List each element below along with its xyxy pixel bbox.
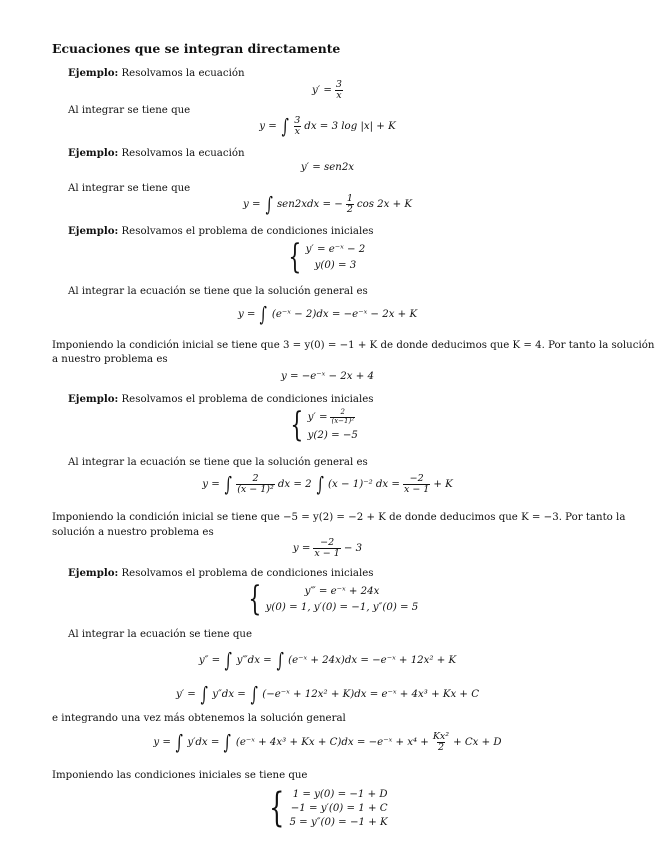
frac-den: x <box>294 125 300 137</box>
frac-num: 2 <box>252 473 259 484</box>
example-3-condition-line-1: Imponiendo la condición inicial se tiene que 3 = y(0) = −1 + K de donde deducimos que K = 4. Por tanto la solución <box>52 340 655 351</box>
example-2-intro <box>68 148 245 159</box>
example-label: Ejemplo: <box>68 225 119 237</box>
eq-lhs: y″ = <box>198 654 221 666</box>
integral-sign: ∫ <box>175 730 183 755</box>
frac-num: −2 <box>409 473 424 484</box>
example-3-condition-line-2: a nuestro problema es <box>52 354 168 365</box>
system-line-2: y(0) = 1, y′(0) = −1, y″(0) = 5 <box>265 601 419 613</box>
eq-mid: y‴dx = <box>236 654 272 666</box>
frac-den: x <box>336 89 342 101</box>
condition-line-3: 5 = y″(0) = −1 + K <box>289 816 388 828</box>
int-rhs: dx = 3 log |x| + K <box>304 120 396 132</box>
int-lhs: y = <box>237 308 256 320</box>
eq-rhs: (e⁻ˣ + 4x³ + Kx + C)dx = −e⁻ˣ + x⁴ + <box>235 736 429 748</box>
example-4-integral <box>0 474 655 495</box>
system-line-1: y′ = e⁻ˣ − 2 <box>305 243 366 255</box>
example-2-integral <box>0 194 655 215</box>
example-4-solution <box>0 538 655 559</box>
example-1-equation <box>0 80 655 101</box>
int-mid: dx = 2 <box>277 478 312 490</box>
example-4-condition-line-1: Imponiendo la condición inicial se tiene que −5 = y(2) = −2 + K de donde deducimos que K = −3. Por tanto la <box>52 512 626 523</box>
example-5-system <box>244 579 419 619</box>
example-5-equation-3 <box>0 732 655 753</box>
eq-mid: y″dx = <box>212 688 246 700</box>
example-4-text: Resolvamos el problema de condiciones iniciales <box>121 394 374 405</box>
example-label: Ejemplo: <box>68 393 119 405</box>
eq-lhs: y = <box>153 736 171 748</box>
frac-num: 2 <box>340 408 345 417</box>
example-3-intro <box>68 226 374 237</box>
integral-sign: ∫ <box>276 648 284 672</box>
section-title: Ecuaciones que se integran directamente <box>52 41 341 56</box>
condition-line-1: 1 = y(0) = −1 + D <box>292 788 388 800</box>
int-rhs: cos 2x + K <box>356 198 413 210</box>
eq-mid: y′dx = <box>187 736 220 748</box>
example-5-impose-text: Imponiendo las condiciones iniciales se tiene que <box>52 770 308 781</box>
int-mid: sen2xdx = − <box>276 198 343 210</box>
int-lhs: y = <box>242 198 261 210</box>
eq-lhs: y′ = <box>175 688 196 700</box>
frac-den: 2 <box>346 203 353 215</box>
frac-num: 3 <box>294 115 301 126</box>
frac-num: Kx² <box>432 731 450 742</box>
example-label: Ejemplo: <box>68 67 119 79</box>
system-line-2: y(2) = −5 <box>307 429 358 441</box>
integral-sign: ∫ <box>316 472 324 497</box>
eq-lhs: y′ = <box>312 84 332 96</box>
system-line-1: y‴ = e⁻ˣ + 24x <box>304 585 380 597</box>
eq-rhs: (e⁻ˣ + 24x)dx = −e⁻ˣ + 12x² + K <box>288 654 457 666</box>
example-5-conditions-system <box>264 785 388 831</box>
left-brace: { <box>290 405 304 445</box>
example-5-integrate-text: Al integrar la ecuación se tiene que <box>68 629 253 640</box>
frac-den: (x−1)² <box>331 416 355 425</box>
example-4-condition-line-2: solución a nuestro problema es <box>52 527 214 538</box>
integral-sign: ∫ <box>250 682 258 706</box>
sys-lhs: y′ = <box>307 411 328 423</box>
example-label: Ejemplo: <box>68 147 119 159</box>
condition-line-2: −1 = y′(0) = 1 + C <box>290 802 388 814</box>
frac-den: x − 1 <box>314 547 340 559</box>
eq-end: + Cx + D <box>453 736 502 748</box>
integral-sign: ∫ <box>200 682 208 706</box>
example-5-equation-2 <box>0 684 655 704</box>
example-4-intro <box>68 394 374 405</box>
int-mid-2: (x − 1)⁻² dx = <box>328 478 400 490</box>
example-5-text: Resolvamos el problema de condiciones iniciales <box>121 568 374 579</box>
integral-sign: ∫ <box>265 192 273 217</box>
left-brace: { <box>248 579 262 619</box>
int-rhs: + K <box>433 478 453 490</box>
example-5-equation-1 <box>0 650 655 670</box>
example-2-integrate-text: Al integrar se tiene que <box>68 183 191 194</box>
system-line-2: y(0) = 3 <box>314 259 357 271</box>
integral-sign: ∫ <box>281 114 289 139</box>
example-1-integral <box>0 116 655 137</box>
example-3-system <box>284 237 366 277</box>
frac-den: (x − 1)² <box>237 483 274 495</box>
eq-rhs: (−e⁻ˣ + 12x² + K)dx = e⁻ˣ + 4x³ + Kx + C <box>262 688 480 700</box>
example-3-solution: y = −e⁻ˣ − 2x + 4 <box>280 371 375 382</box>
example-5-intro <box>68 568 374 579</box>
example-4-general-text: Al integrar la ecuación se tiene que la solución general es <box>68 457 368 468</box>
integral-sign: ∫ <box>224 472 232 497</box>
sol-rhs: − 3 <box>343 542 363 554</box>
int-lhs: y = <box>259 120 277 132</box>
integral-sign: ∫ <box>260 302 268 326</box>
int-rhs: (e⁻ˣ − 2)dx = −e⁻ˣ − 2x + K <box>271 308 418 320</box>
integral-sign: ∫ <box>224 730 232 755</box>
example-label: Ejemplo: <box>68 567 119 579</box>
frac-num: −2 <box>320 537 335 548</box>
example-3-integral <box>0 304 655 324</box>
sol-lhs: y = <box>292 542 311 554</box>
example-2-equation: y′ = sen2x <box>300 162 355 173</box>
int-lhs: y = <box>202 478 220 490</box>
frac-num: 3 <box>335 79 342 90</box>
example-4-system <box>286 405 358 445</box>
system-line-1 <box>308 409 358 425</box>
example-3-general-text: Al integrar la ecuación se tiene que la solución general es <box>68 286 368 297</box>
example-5-again-text: e integrando una vez más obtenemos la solución general <box>52 713 346 724</box>
frac-num: 1 <box>346 193 353 204</box>
left-brace: { <box>269 785 285 831</box>
frac-den: x − 1 <box>403 483 430 495</box>
frac-den: 2 <box>437 741 444 753</box>
example-1-integrate-text: Al integrar se tiene que <box>68 105 191 116</box>
example-3-text: Resolvamos el problema de condiciones iniciales <box>121 226 374 237</box>
example-1-intro <box>68 68 245 79</box>
example-2-text: Resolvamos la ecuación <box>121 148 245 159</box>
integral-sign: ∫ <box>224 648 233 672</box>
example-1-text: Resolvamos la ecuación <box>121 68 245 79</box>
left-brace: { <box>288 237 302 277</box>
